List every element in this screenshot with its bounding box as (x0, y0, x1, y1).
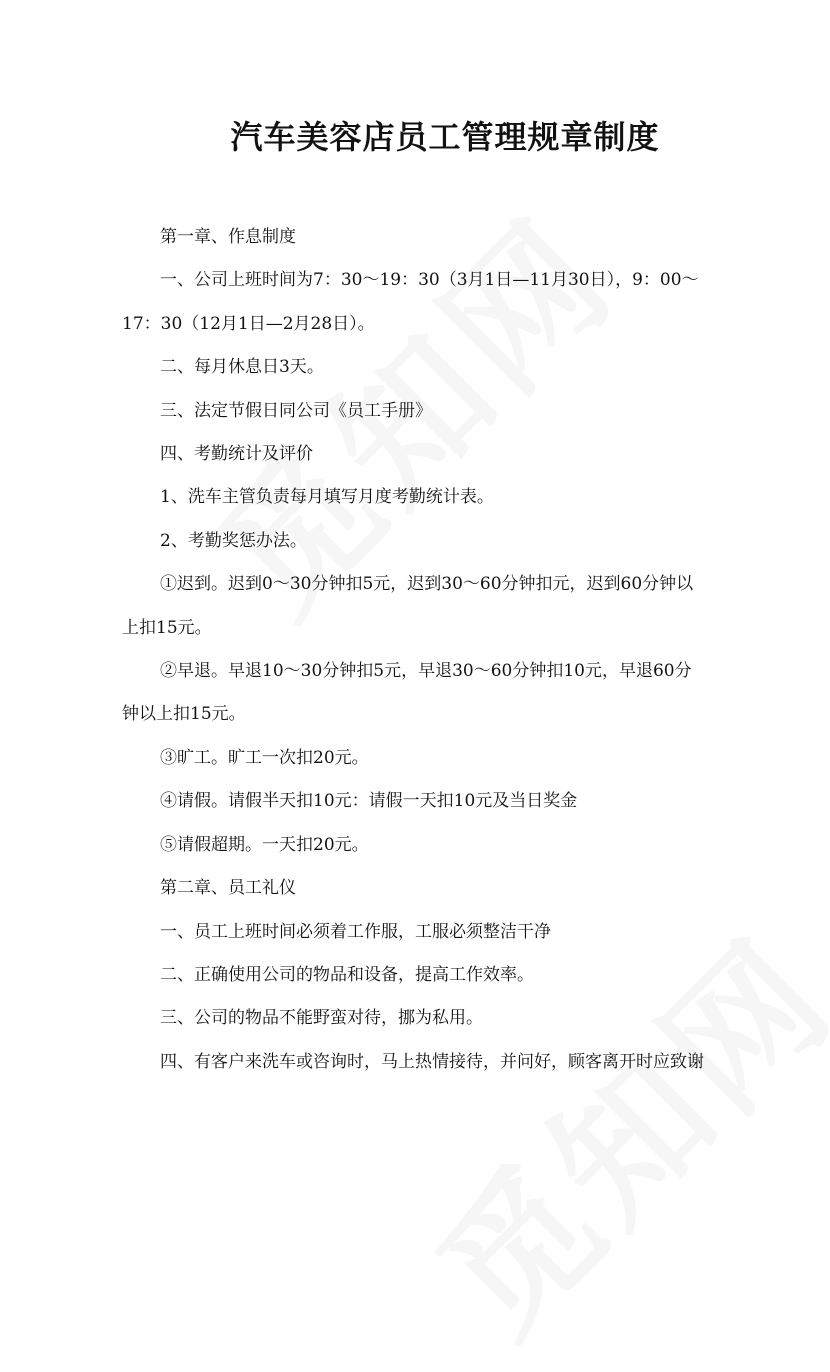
chapter-heading: 第一章、作息制度 (160, 227, 296, 247)
document-body (122, 216, 712, 1084)
paragraph-line: 四、考勤统计及评价 (160, 444, 313, 465)
paragraph-line: ②早退。早退10～30分钟扣5元，早退30～60分钟扣10元，早退60分 (160, 661, 692, 682)
paragraph-line: 一、公司上班时间为7：30～19：30（3月1日—11月30日），9：00～ (160, 270, 699, 291)
paragraph-line: 二、正确使用公司的物品和设备，提高工作效率。 (160, 964, 534, 985)
paragraph-line: 二、每月休息日3天。 (160, 357, 324, 378)
paragraph-line: ⑤请假超期。一天扣20元。 (160, 834, 369, 855)
paragraph-line: 一、员工上班时间必须着工作服，工服必须整洁干净 (160, 921, 551, 942)
paragraph-line: 2、考勤奖惩办法。 (160, 530, 307, 551)
paragraph-line: ①迟到。迟到0～30分钟扣5元，迟到30～60分钟扣元，迟到60分钟以 (160, 574, 694, 595)
chapter-heading: 第二章、员工礼仪 (160, 878, 296, 899)
paragraph-line: ③旷工。旷工一次扣20元。 (160, 747, 369, 768)
paragraph-line: 钟以上扣15元。 (122, 704, 246, 725)
paragraph-line: 四、有客户来洗车或咨询时，马上热情接待，并问好，顾客离开时应致谢 (160, 1051, 704, 1072)
document-title: 汽车美容店员工管理规章制度 (230, 118, 660, 156)
paragraph-line: 三、法定节假日同公司《员工手册》 (160, 400, 432, 421)
paragraph-line: ④请假。请假半天扣10元：请假一天扣10元及当日奖金 (160, 791, 578, 812)
paragraph-line: 1、洗车主管负责每月填写月度考勤统计表。 (160, 487, 494, 508)
paragraph-line: 上扣15元。 (122, 617, 212, 638)
paragraph-line: 三、公司的物品不能野蛮对待，挪为私用。 (160, 1008, 483, 1029)
paragraph-line: 17：30（12月1日—2月28日）。 (122, 313, 375, 334)
